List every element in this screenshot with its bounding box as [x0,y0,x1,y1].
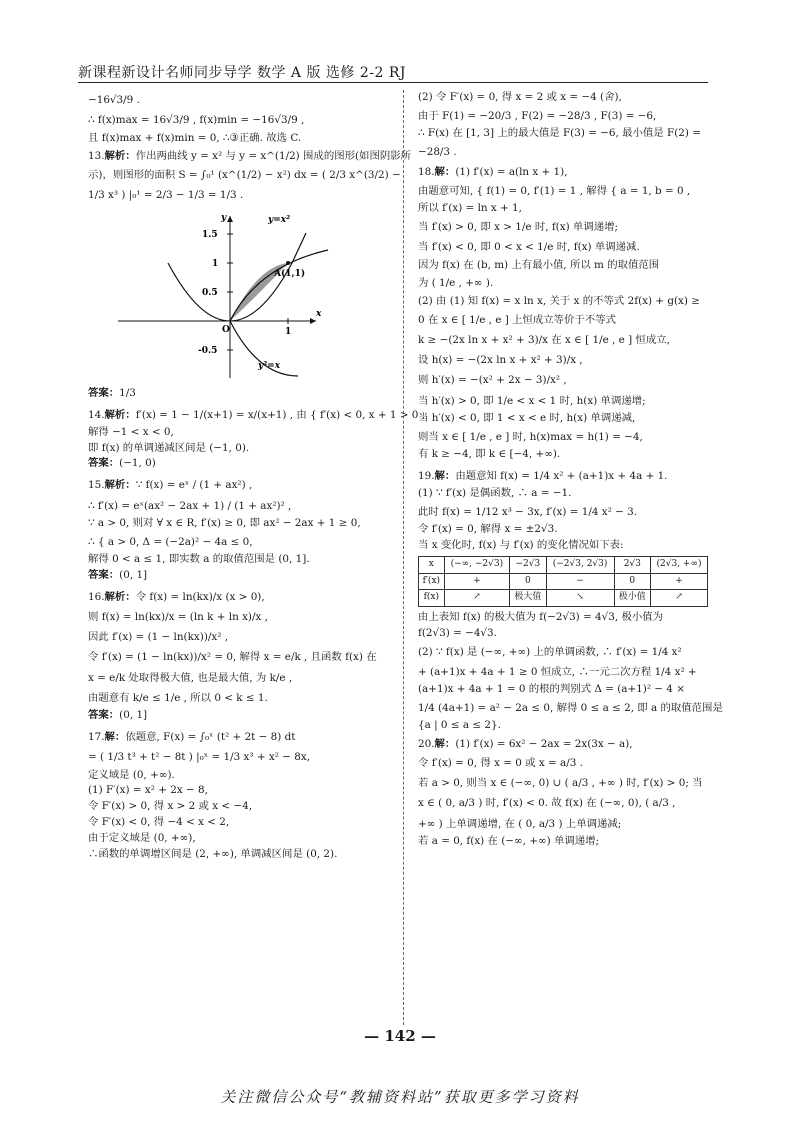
text-line: ∵ f(x) = eˣ / (1 + ax²) , [135,479,253,492]
text-line: 依题意, F(x) = ∫₀ˣ (t² + 2t − 8) dt [125,731,296,744]
y-tick-label: -0.5 [198,345,218,356]
text-line: 所以 f′(x) = ln x + 1, [418,202,522,215]
text-line: 为 ( 1/e , +∞ ). [418,277,494,290]
table-row [419,590,708,607]
solution-label: 解析： [104,408,136,421]
footer-note: 关注微信公众号“教辅资料站”获取更多学习资料 [220,1088,580,1106]
text-line: 则 h′(x) = −(x² + 2x − 3)/x² , [418,374,567,387]
text-line: 当 h′(x) < 0, 即 1 < x < e 时, h(x) 单调递减, [418,411,636,424]
answer-label: 答案： [88,386,120,399]
problem-19 [418,466,723,734]
text-line: 示)，则图形的面积 S = ∫₀¹ (x^(1/2) − x²) dx = ( 2/3 x^(3/2) − [88,169,401,182]
table-cell: 极小值 [614,590,650,607]
table-cell: + [444,573,510,590]
solution-label: 解： [104,731,126,744]
text-line: 令 f′(x) = (1 − ln(kx))/x² = 0, 解得 x = e/k , 且函数 f(x) 在 [88,651,377,664]
table-cell: + [651,573,708,590]
table-cell: 0 [510,573,546,590]
table-cell: ↘ [546,590,614,607]
header-rule [78,82,708,83]
answer-label: 答案： [88,457,120,470]
text-line: ∴ F(x) 在 [1, 3] 上的最大值是 F(3) = −6, 最小值是 F(2) = [418,127,701,140]
origin-label: O [222,324,230,335]
text-line: ∴ f′(x) = eˣ(ax² − 2ax + 1) / (1 + ax²)² , [88,499,292,512]
text-line: 1/4 (4a+1) = a² − 2a ≤ 0, 解得 0 ≤ a ≤ 2, 即 a 的取值范围是 [418,701,723,714]
curve1-label: y=x² [268,214,291,225]
text-line: k ≥ −(2x ln x + x² + 3)/x 在 x ∈ [ 1/e , e ] 恒成立, [418,333,670,346]
text-line: −28/3 . [418,145,457,158]
problem-14 [88,405,425,473]
left-column [88,90,425,863]
problem-number: 20. [418,737,435,750]
point-a-label: A(1,1) [274,268,306,279]
curve2-label: y²=x [258,360,281,371]
solution-label: 解析： [104,479,136,492]
p12-continuation [88,90,394,146]
text-line: 令 F′(x) < 0, 得 −4 < x < 2, [88,816,230,829]
y-axis-arrow [227,216,233,222]
point-a [286,261,290,265]
text-line: + (a+1)x + 4a + 1 ≥ 0 恒成立, ∴一元二次方程 1/4 x² + [418,665,697,678]
text-line: 由于 F(1) = −20/3 , F(2) = −28/3 , F(3) = −6, [418,109,657,122]
text-line: 因此 f′(x) = (1 − ln(kx))/x² , [88,631,229,644]
text-line: = ( 1/3 t³ + t² − 8t ) |₀ˣ = 1/3 x³ + x² − 8x, [88,751,310,764]
table-cell: ↗ [651,590,708,607]
y-tick-label: 0.5 [202,287,218,298]
text-line: 当 f′(x) > 0, 即 x > 1/e 时, f(x) 单调递增; [418,221,618,234]
column-divider [403,90,404,1025]
problem-18 [418,165,710,463]
area-graph [98,208,338,384]
answer-value: 1/3 [119,386,136,399]
y-axis-label: y [221,212,227,223]
table-cell: x [419,556,445,573]
table-cell: 极大值 [510,590,546,607]
answer-label: 答案： [88,709,120,722]
text-line: 则当 x ∈ [ 1/e , e ] 时, h(x)max = h(1) = −4, [418,430,643,443]
text-line: f′(x) = 1 − 1/(x+1) = x/(x+1) , 由 { f′(x) < 0, x + 1 > 0 , [135,408,425,421]
text-line: 即 f(x) 的单调递减区间是 (−1, 0). [88,441,250,454]
text-line: (1) F′(x) = x² + 2x − 8, [88,784,208,797]
text-line: 此时 f(x) = 1/12 x³ − 3x, f′(x) = 1/4 x² − 3. [418,505,638,518]
table-header-row [419,556,708,573]
text-line: 设 h(x) = −(2x ln x + x² + 3)/x , [418,354,583,367]
answer-value: (0, 1] [119,568,148,581]
text-line: (a+1)x + 4a + 1 = 0 的根的判别式 Δ = (a+1)² − 4 × [418,683,685,696]
table-cell: f′(x) [419,573,445,590]
solution-label: 解析： [104,150,136,163]
text-line: 令 F′(x) > 0, 得 x > 2 或 x < −4, [88,800,253,813]
answer-value: (0, 1] [119,709,148,722]
text-line: 1/3 x³ ) |₀¹ = 2/3 − 1/3 = 1/3 . [88,189,244,202]
text-line: 因为 f(x) 在 (b, m) 上有最小值, 所以 m 的取值范围 [418,258,660,271]
table-cell: f(x) [419,590,445,607]
answer-value: (−1, 0) [119,457,156,470]
text-line: 当 f′(x) < 0, 即 0 < x < 1/e 时, f(x) 单调递减. [418,241,640,254]
answer-label: 答案： [88,568,120,581]
text-line: (1) f′(x) = 6x² − 2ax = 2x(3x − a), [455,737,633,750]
text-line: 若 a > 0, 则当 x ∈ (−∞, 0) ∪ ( a/3 , +∞ ) 时, f′(x) > 0; 当 [418,777,703,790]
table-row [419,573,708,590]
right-column [418,90,723,850]
text-line: 0 在 x ∈ [ 1/e , e ] 上恒成立等价于不等式 [418,313,617,326]
problem-17 [88,727,394,862]
text-line: 则 f(x) = ln(kx)/x = (ln k + ln x)/x , [88,610,268,623]
text-line: 有 k ≥ −4, 即 k ∈ [−4, +∞). [418,448,561,461]
y-tick-label: 1 [212,258,219,269]
text-line: (1) f′(x) = a(ln x + 1), [455,166,568,179]
table-cell: 2√3 [614,556,650,573]
text-line: ∴函数的单调增区间是 (2, +∞), 单调减区间是 (0, 2). [88,847,338,860]
text-line: (1) ∵ f′(x) 是偶函数, ∴ a = −1. [418,487,572,500]
running-header: 新课程新设计名师同步导学 数学 A 版 选修 2-2 RJ [78,65,407,81]
text-line: 由题意有 k/e ≤ 1/e , 所以 0 < k ≤ 1. [88,691,268,704]
text-line: 若 a = 0, f(x) 在 (−∞, +∞) 单调递增; [418,834,600,847]
text-line: ∵ a > 0, 则对 ∀ x ∈ R, f′(x) ≥ 0, 即 ax² − 2ax + 1 ≥ 0, [88,516,361,529]
x-tick-label: 1 [285,326,292,337]
text-line: 由题意知 f(x) = 1/4 x² + (a+1)x + 4a + 1. [455,469,668,482]
page-number: — 142 — [364,1027,436,1045]
y-tick-label: 1.5 [202,229,218,240]
text-line: 定义域是 (0, +∞). [88,768,175,781]
text-line: 由于定义域是 (0, +∞), [88,831,196,844]
text-line: x ∈ ( 0, a/3 ) 时, f′(x) < 0. 故 f(x) 在 (−∞, 0), ( a/3 , [418,797,676,810]
problem-number: 16. [88,590,105,603]
variation-table [418,556,708,607]
problem-number: 18. [418,166,435,179]
table-cell: 0 [614,573,650,590]
solution-label: 解析： [104,590,136,603]
text-line: −16√3/9 . [88,94,140,106]
text-line: 解得 −1 < x < 0, [88,425,174,438]
text-line: f(2√3) = −4√3. [418,626,497,639]
text-line: 作出两曲线 y = x² 与 y = x^(1/2) 围成的图形(如图阴影所 [135,150,412,163]
text-line: 令 f′(x) = 0, 得 x = 0 或 x = a/3 . [418,756,583,769]
table-cell: ↗ [444,590,510,607]
text-line: 令 f′(x) = 0, 解得 x = ±2√3. [418,523,558,536]
text-line: (2) 由 (1) 知 f(x) = x ln x, 关于 x 的不等式 2f(x) + g(x) ≥ [418,294,700,307]
problem-13 [88,149,412,401]
problem-20 [418,737,710,850]
problem-number: 15. [88,479,105,492]
problem-17-part2 [418,90,710,162]
text-line: 由题意可知, { f(1) = 0, f′(1) = 1 , 解得 { a = 1, b = 0 , [418,185,691,197]
problem-16 [88,587,394,725]
text-line: 且 f(x)max + f(x)min = 0, ∴③正确. 故选 C. [88,131,302,144]
problem-15 [88,475,394,583]
text-line: ∴ f(x)max = 16√3/9 , f(x)min = −16√3/9 , [88,114,305,127]
text-line: {a | 0 ≤ a ≤ 2}. [418,719,501,732]
table-cell: (−∞, −2√3) [444,556,510,573]
text-line: 当 x 变化时, f(x) 与 f′(x) 的变化情况如下表: [418,539,624,552]
text-line: x = e/k 处取得极大值, 也是最大值, 为 k/e , [88,671,293,684]
solution-label: 解： [434,737,456,750]
table-cell: (−2√3, 2√3) [546,556,614,573]
text-line: 当 h′(x) > 0, 即 1/e < x < 1 时, h(x) 单调递增; [418,394,646,407]
text-line: +∞ ) 上单调递增, 在 ( 0, a/3 ) 上单调递减; [418,817,622,830]
problem-number: 17. [88,731,105,744]
x-axis-label: x [316,308,322,319]
text-line: (2) ∵ f(x) 是 (−∞, +∞) 上的单调函数, ∴ f′(x) = 1/4 x² [418,645,682,658]
solution-label: 解： [434,166,456,179]
problem-number: 14. [88,408,105,421]
table-cell: (2√3, +∞) [651,556,708,573]
text-line: 由上表知 f(x) 的极大值为 f(−2√3) = 4√3, 极小值为 [418,610,664,623]
table-cell: − [546,573,614,590]
solution-label: 解： [434,469,456,482]
table-cell: −2√3 [510,556,546,573]
problem-number: 19. [418,469,435,482]
problem-number: 13. [88,150,105,163]
text-line: 解得 0 < a ≤ 1, 即实数 a 的取值范围是 (0, 1]. [88,552,310,565]
text-line: ∴ { a > 0, Δ = (−2a)² − 4a ≤ 0, [88,535,253,548]
text-line: (2) 令 F′(x) = 0, 得 x = 2 或 x = −4 (舍), [418,91,622,103]
text-line: 令 f(x) = ln(kx)/x (x > 0), [135,590,265,603]
